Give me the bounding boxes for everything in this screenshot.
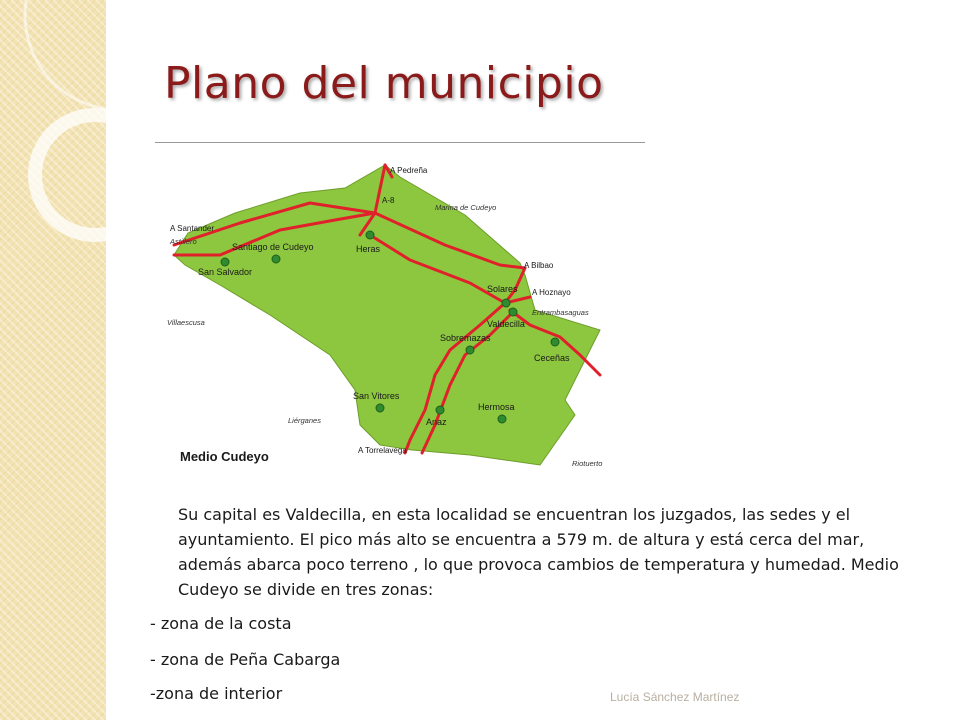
town-marker [509, 308, 517, 316]
direction-label: A Santander [170, 224, 215, 233]
town-marker [272, 255, 280, 263]
town-label: Heras [356, 244, 381, 254]
town-label: Santiago de Cudeyo [232, 242, 314, 252]
neighbor-label: Liérganes [288, 416, 321, 425]
town-marker [502, 299, 510, 307]
town-marker [376, 404, 384, 412]
town-marker [366, 231, 374, 239]
neighbor-label: Entrambasaguas [532, 308, 589, 317]
direction-label: A Bilbao [524, 261, 554, 270]
zone-item-interior: -zona de interior [150, 684, 283, 703]
town-label: Anaz [426, 417, 447, 427]
municipality-map [160, 155, 620, 475]
town-marker [466, 346, 474, 354]
decorative-side-band [0, 0, 106, 720]
neighbor-label: Astillero [170, 237, 197, 246]
town-label: Valdecilla [487, 319, 525, 329]
zone-item-coast: - zona de la costa [150, 614, 292, 633]
town-marker [498, 415, 506, 423]
town-label: Ceceñas [534, 353, 570, 363]
neighbor-label: Marina de Cudeyo [435, 203, 497, 212]
direction-label: A Pedreña [390, 166, 428, 175]
footer-author: Lucía Sánchez Martínez [610, 690, 740, 704]
town-label: Sobremazas [440, 333, 491, 343]
direction-label: A Torrelavega [358, 446, 407, 455]
town-label: San Vitores [353, 391, 400, 401]
town-label: Solares [487, 284, 518, 294]
decorative-circles [0, 0, 106, 720]
town-marker [221, 258, 229, 266]
title-divider [155, 142, 645, 143]
town-label: San Salvador [198, 267, 253, 277]
direction-label: A Hoznayo [532, 288, 571, 297]
zone-item-cabarga: - zona de Peña Cabarga [150, 650, 341, 669]
description-paragraph: Su capital es Valdecilla, en esta localidad se encuentran los juzgados, las sedes y el ayuntamiento. El pico más alto se encuentra a 579 m. de altura y está cerca del mar, además abarca poco terreno , lo que provoca cambios de temperatura y humedad. Medio Cudeyo se divide en tres zonas: [178, 505, 899, 599]
town-label: Hermosa [478, 402, 515, 412]
road-label: A-8 [382, 196, 395, 205]
neighbor-label: Riotuerto [572, 459, 603, 468]
neighbor-label: Villaescusa [167, 318, 205, 327]
town-marker [551, 338, 559, 346]
town-marker [436, 406, 444, 414]
map-region-name: Medio Cudeyo [180, 449, 269, 464]
slide-title: Plano del municipio [164, 58, 604, 109]
